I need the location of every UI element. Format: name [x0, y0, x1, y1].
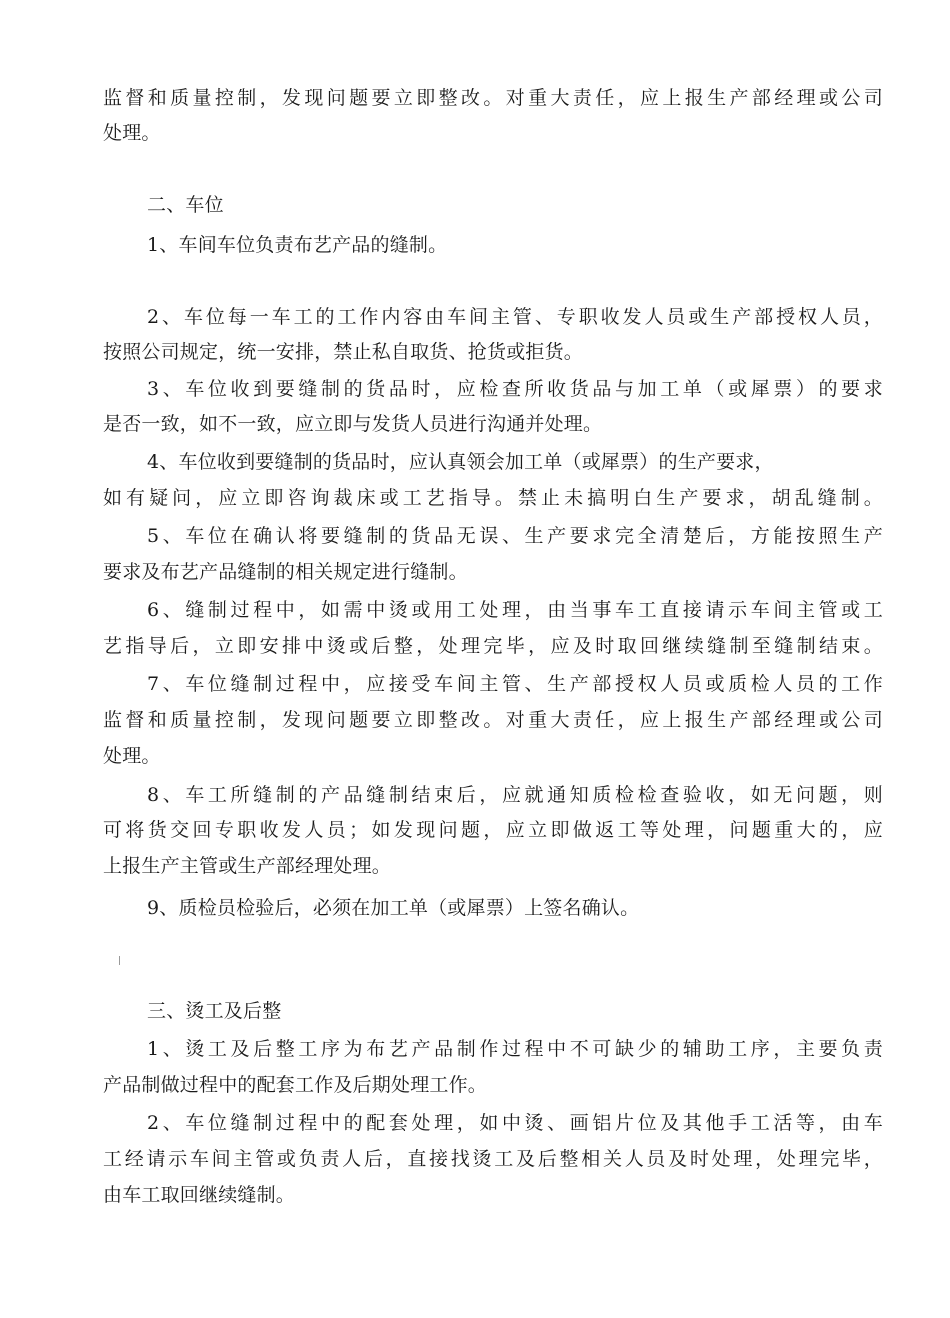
paragraph-line: 处理。 [103, 745, 161, 767]
paragraph-line: 2、车位每一车工的工作内容由车间主管、专职收发人员或生产部授权人员， [147, 306, 883, 328]
paragraph-line: 工经请示车间主管或负责人后，直接找烫工及后整相关人员及时处理，处理完毕， [103, 1148, 883, 1170]
paragraph-line: 5、车位在确认将要缝制的货品无误、生产要求完全清楚后，方能按照生产 [147, 525, 883, 547]
paragraph-line: 按照公司规定，统一安排，禁止私自取货、抢货或拒货。 [103, 341, 584, 363]
paragraph-line: 监督和质量控制，发现问题要立即整改。对重大责任，应上报生产部经理或公司 [103, 709, 883, 731]
paragraph-line: 3、车位收到要缝制的货品时，应检查所收货品与加工单（或犀票）的要求 [147, 378, 883, 400]
paragraph-line: 6、缝制过程中，如需中烫或用工处理，由当事车工直接请示车间主管或工 [147, 599, 883, 621]
paragraph-line: 4、车位收到要缝制的货品时，应认真领会加工单（或犀票）的生产要求， [147, 451, 774, 473]
cursor-mark [119, 956, 120, 965]
paragraph-line: 处理。 [103, 122, 161, 144]
section-heading: 三、烫工及后整 [147, 1000, 282, 1022]
paragraph-line: 8、车工所缝制的产品缝制结束后，应就通知质检检查验收，如无问题，则 [147, 784, 883, 806]
paragraph-line: 要求及布艺产品缝制的相关规定进行缝制。 [103, 561, 468, 583]
paragraph-line: 9、质检员检验后，必须在加工单（或犀票）上签名确认。 [147, 897, 640, 919]
paragraph-line: 可将货交回专职收发人员；如发现问题，应立即做返工等处理，问题重大的，应 [103, 819, 883, 841]
paragraph-line: 如有疑问，应立即咨询裁床或工艺指导。禁止未搞明白生产要求，胡乱缝制。 [103, 487, 883, 509]
paragraph-line: 艺指导后，立即安排中烫或后整，处理完毕，应及时取回继续缝制至缝制结束。 [103, 635, 883, 657]
paragraph-line: 上报生产主管或生产部经理处理。 [103, 855, 392, 877]
paragraph-line: 产品制做过程中的配套工作及后期处理工作。 [103, 1074, 488, 1096]
paragraph-line: 1、车间车位负责布艺产品的缝制。 [147, 234, 448, 256]
paragraph-line: 2、车位缝制过程中的配套处理，如中烫、画铝片位及其他手工活等，由车 [147, 1112, 883, 1134]
paragraph-line: 是否一致，如不一致，应立即与发货人员进行沟通并处理。 [103, 413, 603, 435]
paragraph-line: 监督和质量控制，发现问题要立即整改。对重大责任，应上报生产部经理或公司 [103, 87, 883, 109]
paragraph-line: 1、烫工及后整工序为布艺产品制作过程中不可缺少的辅助工序，主要负责 [147, 1038, 883, 1060]
section-heading: 二、车位 [147, 194, 224, 216]
paragraph-line: 7、车位缝制过程中，应接受车间主管、生产部授权人员或质检人员的工作 [147, 673, 883, 695]
paragraph-line: 由车工取回继续缝制。 [103, 1184, 296, 1206]
